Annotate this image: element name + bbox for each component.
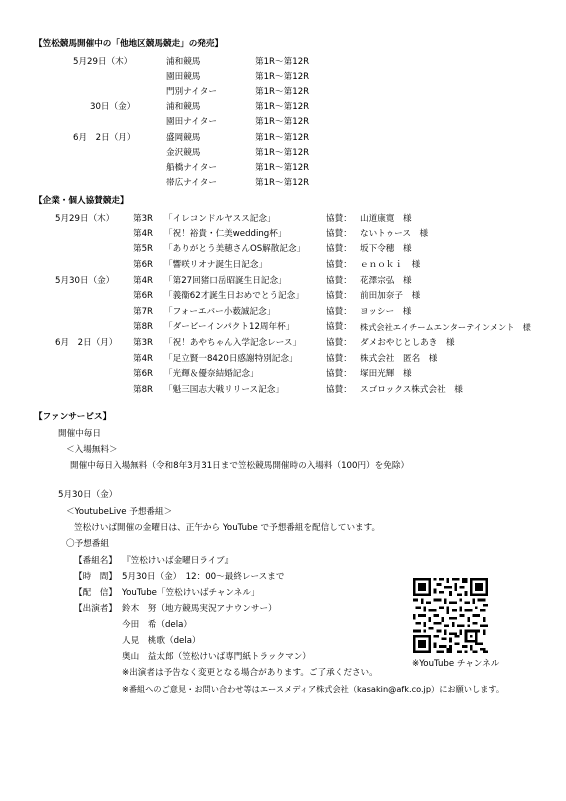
sponsor-label: 協賛：	[326, 385, 352, 395]
sponsor-race-number: 第6R	[133, 369, 154, 379]
cast-member: 鈴木 努（地方競馬実況アナウンサー）	[122, 604, 277, 614]
sales-races: 第1R～第12R	[255, 87, 310, 97]
sponsor-date: 6月 2日（月）	[55, 338, 118, 348]
sales-races: 第1R～第12R	[255, 72, 310, 82]
free-admission-heading: ＜入場無料＞	[66, 445, 118, 455]
sponsor-name: 前田加奈子 様	[360, 291, 421, 301]
sales-races: 第1R～第12R	[255, 163, 310, 173]
fan-service-daily: 開催中毎日	[58, 429, 101, 439]
sponsor-label: 協賛：	[326, 244, 352, 254]
youtube-channel-qr-code[interactable]	[413, 578, 488, 653]
sponsor-name: 株式会社 匿名 様	[360, 354, 438, 364]
sponsor-name: 坂下令穗 様	[360, 244, 412, 254]
sponsor-race-number: 第7R	[133, 307, 154, 317]
sponsor-name: ないトゥース 様	[360, 229, 429, 239]
sponsor-name: 山道康寛 様	[360, 214, 412, 224]
sponsor-label: 協賛：	[326, 214, 352, 224]
program-time-value: 5月30日（金） 12：00～最終レースまで	[122, 572, 285, 582]
cast-member: 奥山 益太郎（笠松けいば専門紙トラックマン）	[122, 652, 311, 662]
sales-track: 園田ナイター	[166, 117, 217, 127]
sponsor-race-name: 「フォーエバー小薮誠記念」	[164, 307, 276, 317]
sponsor-race-name: 「ダービーインパクト12周年杯」	[164, 322, 295, 332]
sales-date: 30日（金）	[90, 102, 136, 112]
program-cast-label: 【出演者】	[74, 604, 117, 614]
sales-track: 門別ナイター	[166, 87, 217, 97]
sponsor-race-number: 第4R	[133, 229, 154, 239]
cast-member: 人見 桃歌（dela）	[122, 636, 201, 646]
program-time-label: 【時 間】	[74, 572, 117, 582]
sales-races: 第1R～第12R	[255, 117, 310, 127]
sponsor-race-number: 第3R	[133, 214, 154, 224]
event-date: 5月30日（金）	[58, 490, 118, 500]
sponsor-label: 協賛：	[326, 260, 352, 270]
qr-caption: ※YouTube チャンネル	[412, 659, 500, 669]
sales-races: 第1R～第12R	[255, 178, 310, 188]
sponsor-race-name: 「足立賢一8420日感謝特別記念」	[164, 354, 298, 364]
sponsor-label: 協賛：	[326, 369, 352, 379]
sales-track: 園田競馬	[166, 72, 201, 82]
sponsor-race-number: 第6R	[133, 260, 154, 270]
sales-track: 金沢競馬	[166, 148, 201, 158]
sponsor-race-name: 「ありがとう美穂さんOS解散記念」	[164, 244, 306, 254]
sales-date: 5月29日（木）	[73, 57, 133, 67]
sales-track: 盛岡競馬	[166, 133, 201, 143]
program-title-value: 『笠松けいば金曜日ライブ』	[122, 556, 234, 566]
free-admission-text: 開催中毎日入場無料（令和8年3月31日まで笠松競馬開催時の入場料（100円）を免除）	[70, 461, 410, 471]
sponsor-name: ヨッシー 様	[360, 307, 412, 317]
sponsor-name: 花澤宗弘 様	[360, 276, 412, 286]
sponsor-date: 5月29日（木）	[55, 214, 115, 224]
sponsor-label: 協賛：	[326, 276, 352, 286]
contact-note: ※番組へのご意見・お問い合わせ等はエースメディア株式会社（kasakin@afk.co.jp）にお願いします。	[122, 684, 505, 694]
sponsor-race-number: 第4R	[133, 354, 154, 364]
section-title-sponsored-races: 【企業・個人協賛競走】	[34, 196, 129, 206]
sales-races: 第1R～第12R	[255, 148, 310, 158]
sponsor-race-name: 「響咲リオナ誕生日記念」	[164, 260, 268, 270]
program-distribution-value: YouTube「笠松けいばチャンネル」	[122, 588, 260, 598]
program-distribution-label: 【配 信】	[74, 588, 117, 598]
sponsor-label: 協賛：	[326, 338, 352, 348]
sales-date: 6月 2日（月）	[73, 133, 136, 143]
sponsor-race-name: 「光輝＆優奈結婚記念」	[164, 369, 259, 379]
sponsor-race-number: 第4R	[133, 276, 154, 286]
sponsor-race-number: 第8R	[133, 322, 154, 332]
sales-track: 浦和競馬	[166, 57, 201, 67]
sponsor-race-number: 第6R	[133, 291, 154, 301]
sponsor-label: 協賛：	[326, 322, 352, 332]
sponsor-race-name: 「祝！裕貴・仁美wedding杯」	[164, 229, 287, 239]
sponsor-label: 協賛：	[326, 307, 352, 317]
sponsor-date: 5月30日（金）	[55, 276, 115, 286]
sponsor-label: 協賛：	[326, 291, 352, 301]
sponsor-race-name: 「祝！あやちゃん入学記念レース」	[164, 338, 302, 348]
sponsor-name: ｅｎｏｋｉ 様	[360, 260, 421, 270]
program-title-label: 【番組名】	[74, 556, 117, 566]
youtube-live-text: 笠松けいば開催の金曜日は、正午から YouTube で予想番組を配信しています。	[74, 523, 381, 533]
sponsor-race-number: 第3R	[133, 338, 154, 348]
sponsor-label: 協賛：	[326, 354, 352, 364]
sales-track: 浦和競馬	[166, 102, 201, 112]
sponsor-race-name: 「義衞62才誕生日おめでとう記念」	[164, 291, 304, 301]
sponsor-race-number: 第5R	[133, 244, 154, 254]
section-title-other-track-sales: 【笠松競馬開催中の「他地区競馬競走」の発売】	[34, 39, 224, 49]
youtube-live-heading: ＜YoutubeLive 予想番組＞	[66, 507, 173, 517]
sales-races: 第1R～第12R	[255, 133, 310, 143]
sponsor-race-name: 「第27回猪口岳昭誕生日記念」	[164, 276, 287, 286]
sales-races: 第1R～第12R	[255, 57, 310, 67]
sponsor-race-number: 第8R	[133, 385, 154, 395]
section-title-fan-service: 【ファンサービス】	[34, 412, 112, 422]
program-heading: 〇予想番組	[66, 539, 109, 549]
sponsor-race-name: 「イレコンドルヤスス記念」	[164, 214, 276, 224]
sponsor-race-name: 「魁三国志大戦リリース記念」	[164, 385, 284, 395]
sponsor-name: 株式会社エイチームエンターテインメント 様	[360, 322, 531, 332]
sponsor-label: 協賛：	[326, 229, 352, 239]
sales-races: 第1R～第12R	[255, 102, 310, 112]
sponsor-name: ダメおやじとしあき 様	[360, 338, 455, 348]
cast-member: 今田 希（dela）	[122, 620, 192, 630]
cast-change-note: ※出演者は予告なく変更となる場合があります。ご了承ください。	[122, 668, 378, 678]
sponsor-name: 塚田光輝 様	[360, 369, 412, 379]
sales-track: 船橋ナイター	[166, 163, 217, 173]
sponsor-name: スゴロックス株式会社 様	[360, 385, 463, 395]
sales-track: 帯広ナイター	[166, 178, 217, 188]
